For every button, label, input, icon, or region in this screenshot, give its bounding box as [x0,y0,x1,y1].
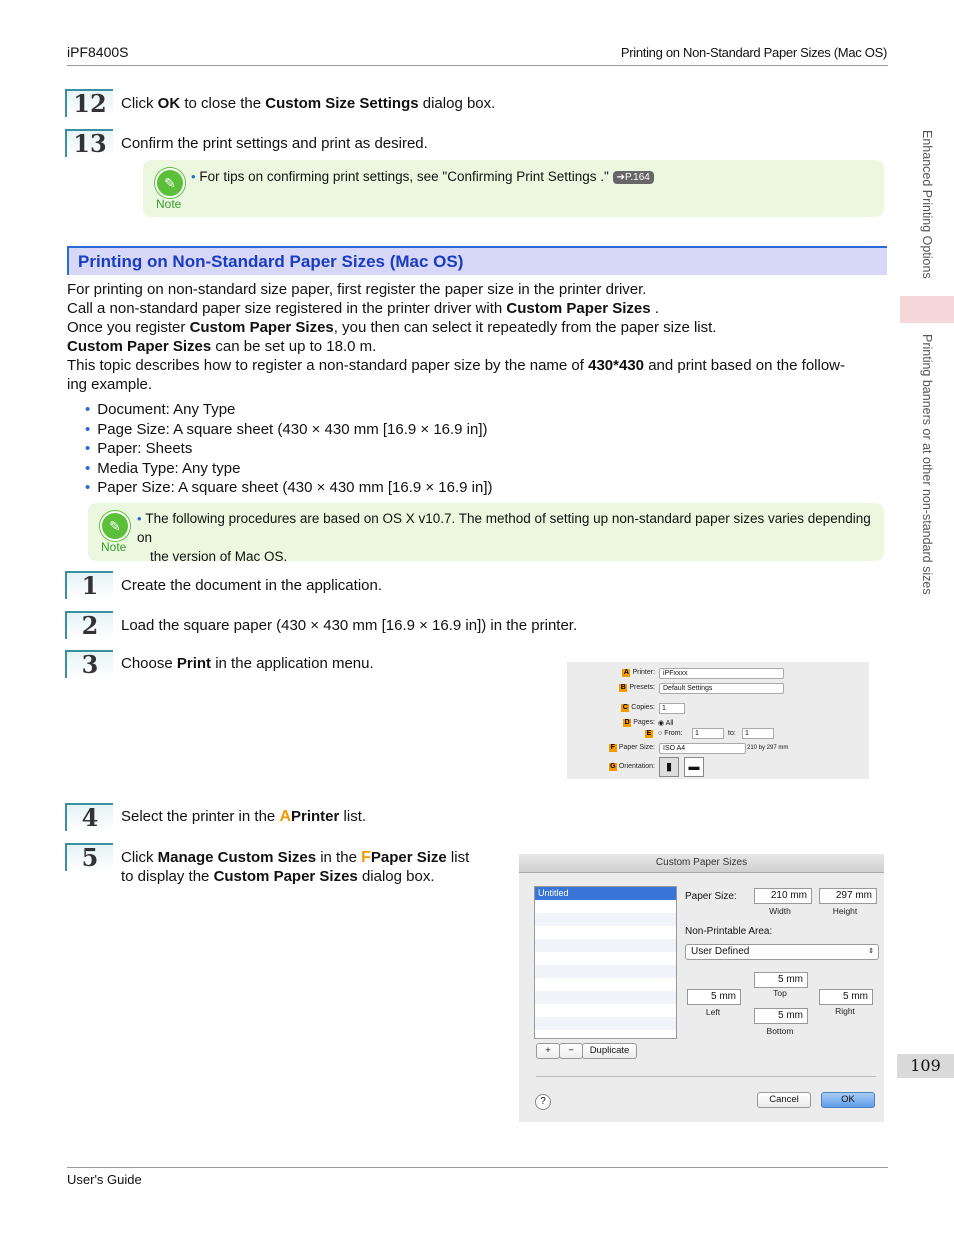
right-margin-field[interactable]: 5 mm [819,989,873,1005]
footer-rule [67,1167,888,1168]
header-product: iPF8400S [67,44,129,60]
step-number: 2 [65,611,113,639]
list-item: • Media Type: Any type [85,459,493,479]
copies-field[interactable]: 1 [659,703,685,714]
step-text: Create the document in the application. [121,577,382,594]
non-printable-area-select[interactable]: User Defined ⇕ [685,944,879,960]
step-number: 4 [65,803,113,831]
duplicate-button[interactable]: Duplicate [582,1043,637,1059]
to-field[interactable]: 1 [742,728,774,739]
left-margin-field[interactable]: 5 mm [687,989,741,1005]
ok-button[interactable]: OK [821,1092,875,1108]
cancel-button[interactable]: Cancel [757,1092,811,1108]
step-text: Click OK to close the Custom Size Settings dialog box. [121,95,496,112]
step-text: Confirm the print settings and print as desired. [121,135,428,152]
list-item: • Page Size: A square sheet (430 × 430 mm [16.9 × 16.9 in]) [85,420,493,440]
note-box [88,503,884,564]
width-field[interactable]: 210 mm [754,888,812,904]
remove-size-button[interactable]: − [559,1043,583,1059]
step-text: Load the square paper (430 × 430 mm [16.9 × 16.9 in]) in the printer. [121,617,578,634]
bottom-margin-field[interactable]: 5 mm [754,1008,808,1024]
pencil-icon: ✎ [155,168,185,198]
section-heading: Printing on Non-Standard Paper Sizes (Mac OS) [67,246,887,275]
note-label: Note [156,197,182,211]
note-label: Note [101,540,127,554]
step-number: 5 [65,843,113,871]
step-text: Click Manage Custom Sizes in the FPaper Size list to display the Custom Paper Sizes dialog box. [121,849,470,885]
step-number: 13 [65,129,113,157]
top-margin-field[interactable]: 5 mm [754,972,808,988]
help-icon[interactable]: ? [535,1094,551,1110]
side-tab-marker [900,296,954,323]
step-text: Select the printer in the APrinter list. [121,808,367,825]
height-field[interactable]: 297 mm [819,888,877,904]
page-number: 109 [897,1054,954,1078]
step-text: Choose Print in the application menu. [121,655,374,672]
note-text: • The following procedures are based on OS X v10.7. The method of setting up non-standard paper sizes varies depending on the version of Mac OS. [137,511,871,564]
note-box [143,160,884,217]
footer-text: User's Guide [67,1172,142,1187]
pages-from-radio[interactable]: ○ From: [658,730,683,737]
header-rule [67,65,888,66]
printer-select[interactable]: iPFxxxx [659,668,784,679]
step-number: 12 [65,89,113,117]
add-size-button[interactable]: + [536,1043,560,1059]
custom-paper-sizes-dialog: Custom Paper Sizes Untitled Paper Size: 210 mm Width 297 mm Height Non-Printable Area: User Defined ⇕ 5 mm Top 5 mm Left 5 mm Right 5 mm Bottom + − Duplicate ? Cancel OK [519,854,884,1122]
pencil-icon: ✎ [100,511,130,541]
presets-select[interactable]: Default Settings [659,683,784,694]
note-text: • For tips on confirming print settings, see "Confirming Print Settings ." ➔P.164 [191,167,654,186]
list-item: • Document: Any Type [85,400,493,420]
intro-paragraph: For printing on non-standard size paper, first register the paper size in the printer driver. Call a non-standard paper size registered in the printer driver with Custom Paper Sizes . Once you register Custom Paper Sizes, you then can select it repeatedly from the paper size list. Custom Paper Sizes can be set up to 18.0 m. This topic describes how to register a non-standard paper size by the name of 430*430 and print based on the follow- ing example. [67,281,845,393]
side-topic-label: Printing banners or at other non-standard sizes [920,334,934,595]
landscape-icon[interactable]: ▬ [684,757,704,777]
example-list [85,400,493,498]
header-section-title: Printing on Non-Standard Paper Sizes (Mac OS) [620,45,887,60]
paper-size-select[interactable]: ISO A4 [659,743,746,754]
list-item: • Paper: Sheets [85,439,493,459]
side-chapter-label: Enhanced Printing Options [920,130,934,279]
portrait-icon[interactable]: ▮ [659,757,679,777]
step-number: 1 [65,571,113,599]
paper-size-list[interactable] [534,886,677,1039]
dialog-title: Custom Paper Sizes [519,854,884,873]
list-item[interactable]: Untitled [535,887,676,900]
from-field[interactable]: 1 [692,728,724,739]
pages-all-radio[interactable]: ◉ All [658,720,674,727]
step-number: 3 [65,650,113,678]
page-reference-link[interactable]: ➔P.164 [613,171,654,184]
print-dialog-image: A Printer: iPFxxxx B Presets: Default Settings C Copies: 1 D Pages: ◉ All E ○ From: 1 to: 1 F Paper Size: ISO A4 210 by 297 mm G Orientation: ▮ ▬ [567,662,869,779]
list-item: • Paper Size: A square sheet (430 × 430 mm [16.9 × 16.9 in]) [85,478,493,498]
